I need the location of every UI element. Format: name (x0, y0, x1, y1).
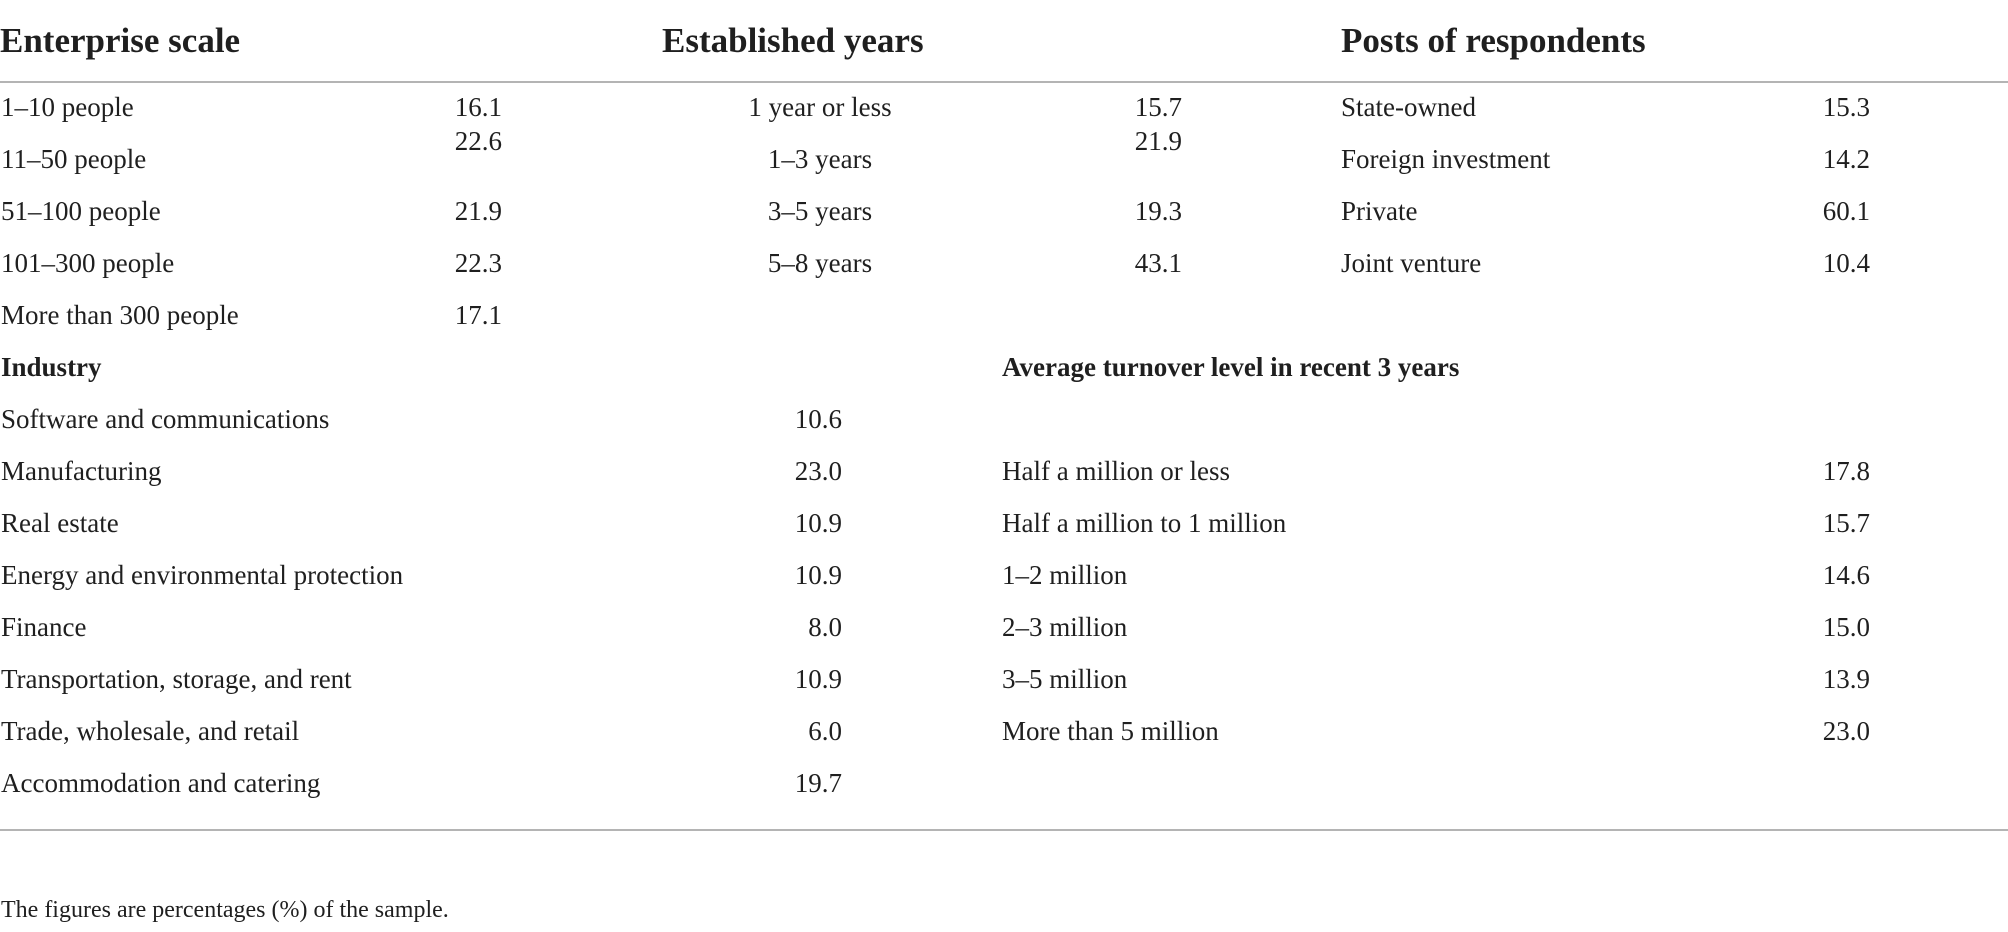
turnover-value: 13.9 (1822, 664, 1870, 694)
turnover-label: 3–5 million (1002, 664, 1128, 694)
enterprise-scale-label: More than 300 people (1, 300, 239, 330)
enterprise-scale-label: 1–10 people (1, 92, 134, 122)
enterprise-scale-label: 101–300 people (1, 248, 175, 278)
turnover-value: 14.6 (1822, 560, 1870, 590)
header-posts-of-respondents: Posts of respondents (1341, 21, 1646, 60)
enterprise-scale-value: 22.3 (454, 248, 502, 278)
header-enterprise-scale: Enterprise scale (0, 21, 241, 60)
enterprise-scale-label: 11–50 people (1, 144, 147, 174)
turnover-value: 17.8 (1822, 456, 1870, 486)
established-years-value: 43.1 (1134, 248, 1182, 278)
posts-value: 14.2 (1822, 144, 1870, 174)
established-years-value: 21.9 (1134, 126, 1182, 156)
posts-label: Joint venture (1341, 248, 1482, 278)
enterprise-scale-label: 51–100 people (1, 196, 161, 226)
turnover-label: 2–3 million (1002, 612, 1128, 642)
established-years-label: 3–5 years (767, 196, 873, 226)
header-established-years: Established years (662, 21, 924, 60)
turnover-title: Average turnover level in recent 3 years (1002, 352, 1460, 382)
enterprise-scale-value: 22.6 (454, 126, 502, 156)
turnover-value: 15.0 (1822, 612, 1870, 642)
turnover-value: 23.0 (1822, 716, 1870, 746)
industry-value: 10.9 (794, 664, 842, 694)
industry-value: 19.7 (794, 768, 842, 798)
industry-label: Finance (1, 612, 87, 642)
table-bottom-rule (0, 829, 2008, 831)
enterprise-scale-value: 16.1 (454, 92, 502, 122)
industry-label: Energy and environmental protection (1, 560, 404, 590)
established-years-label: 1–3 years (767, 144, 873, 174)
industry-value: 10.9 (794, 508, 842, 538)
posts-label: Private (1341, 196, 1418, 226)
established-years-value: 19.3 (1134, 196, 1182, 226)
industry-value: 6.0 (808, 716, 842, 746)
posts-value: 15.3 (1822, 92, 1870, 122)
turnover-label: Half a million to 1 million (1002, 508, 1287, 538)
established-years-label: 5–8 years (767, 248, 873, 278)
industry-label: Manufacturing (1, 456, 162, 486)
industry-value: 10.9 (794, 560, 842, 590)
industry-value: 10.6 (794, 404, 842, 434)
posts-value: 10.4 (1822, 248, 1870, 278)
turnover-value: 15.7 (1822, 508, 1870, 538)
turnover-label: More than 5 million (1002, 716, 1219, 746)
posts-value: 60.1 (1822, 196, 1870, 226)
header-rule (0, 81, 2008, 83)
established-years-value: 15.7 (1134, 92, 1182, 122)
industry-value: 23.0 (794, 456, 842, 486)
industry-label: Software and communications (1, 404, 330, 434)
industry-label: Transportation, storage, and rent (1, 664, 352, 694)
industry-title: Industry (1, 352, 102, 382)
table-footnote: The figures are percentages (%) of the sample. (1, 897, 449, 923)
enterprise-scale-value: 21.9 (454, 196, 502, 226)
industry-value: 8.0 (808, 612, 842, 642)
enterprise-scale-value: 17.1 (454, 300, 502, 330)
turnover-label: Half a million or less (1002, 456, 1230, 486)
posts-label: State-owned (1341, 92, 1476, 122)
industry-label: Accommodation and catering (1, 768, 321, 798)
industry-label: Real estate (1, 508, 119, 538)
established-years-label: 1 year or less (748, 92, 892, 122)
turnover-label: 1–2 million (1002, 560, 1128, 590)
industry-label: Trade, wholesale, and retail (1, 716, 300, 746)
posts-label: Foreign investment (1341, 144, 1551, 174)
